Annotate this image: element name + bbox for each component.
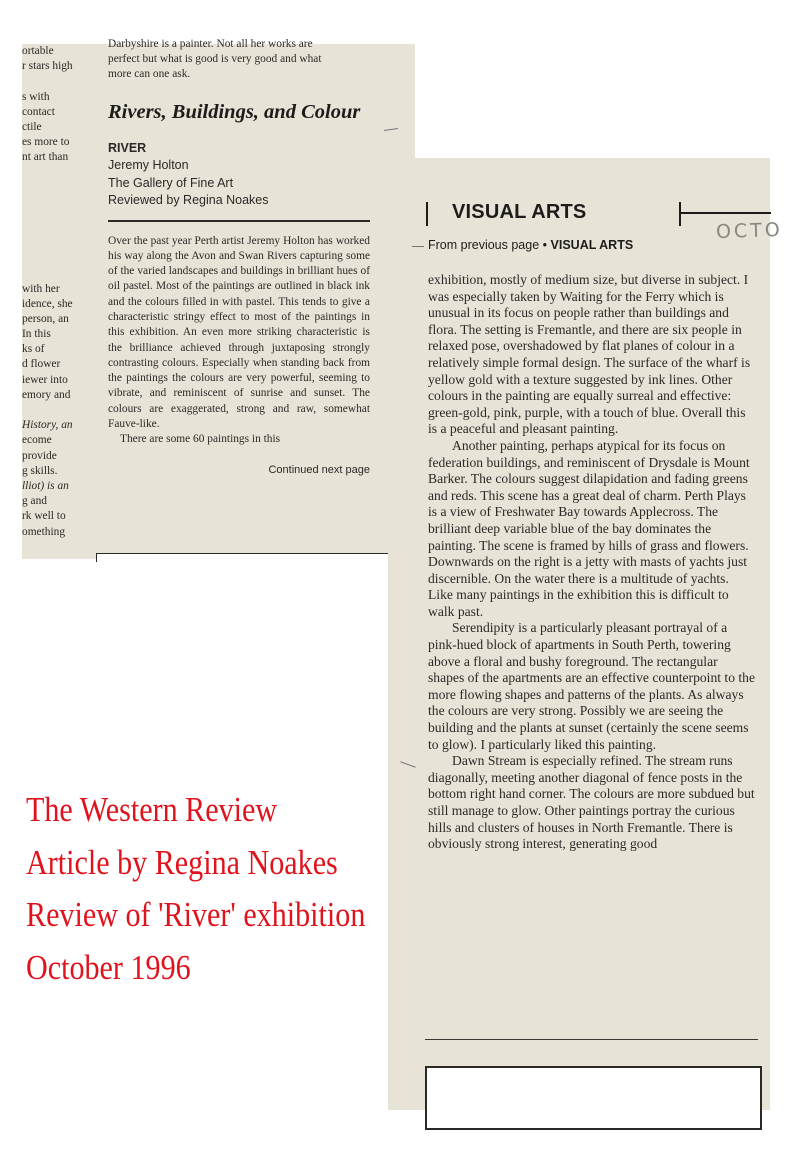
section-header (426, 201, 784, 244)
fragment-line: provide (22, 449, 57, 462)
pencil-mark (400, 761, 415, 767)
fragment-line: ks of (22, 343, 45, 356)
caption-publication: The Western Review (26, 790, 278, 829)
fragment-line: omething (22, 525, 66, 538)
fragment-line: ecome (22, 434, 52, 447)
left-fragment-column (22, 44, 86, 540)
bullet-separator: • (542, 238, 551, 252)
top-line: Darbyshire is a painter. Not all her works are (108, 38, 313, 50)
left-clipping (22, 38, 415, 559)
divider-rule (108, 220, 370, 222)
artist-name: Jeremy Holton (108, 158, 189, 172)
divider-rule (425, 1039, 758, 1040)
handwritten-caption (26, 784, 366, 994)
handwritten-date: OCTO (715, 218, 784, 244)
paragraph: Dawn Stream is especially refined. The stream runs diagonally, meeting another diagonal of fence posts in the bottom right hand corner. The colours are more subdued but still manage to glow. Other paintings portray the curious hills and clusters of houses in North Fremantle. There is obviously strong interest, generating good (428, 753, 755, 852)
exhibition-title: RIVER (108, 141, 147, 155)
pencil-mark (384, 128, 398, 131)
reviewer-credit: Reviewed by Regina Noakes (108, 193, 269, 207)
fragment-line: person, an (22, 312, 69, 325)
article-continuation (428, 272, 756, 853)
from-previous-page (428, 238, 633, 252)
fragment-line: s with (22, 90, 50, 103)
right-clipping (388, 158, 784, 1110)
fragment-line: History, an (22, 419, 73, 432)
fragment-line (22, 403, 86, 418)
fragment-line: es more to (22, 136, 70, 149)
fragment-line: lliot) is an (22, 479, 69, 492)
fragment-line: g and (22, 495, 47, 508)
fragment-line: iewer into (22, 373, 68, 386)
fragment-line: g skills. (22, 464, 58, 477)
from-previous-label: From previous page (428, 238, 540, 252)
fragment-line: contact (22, 105, 55, 118)
top-line: perfect but what is good is very good and what (108, 53, 322, 65)
caption-author: Article by Regina Noakes (26, 842, 338, 882)
top-line: more can one ask. (108, 68, 191, 80)
venue-name: The Gallery of Fine Art (108, 175, 234, 190)
fragment-line: with her (22, 282, 60, 295)
paragraph: Over the past year Perth artist Jeremy Holton has worked his way along the Avon and Swan Rivers capturing some of the varied landscapes and buildings in brilliant hues of oil pastel. Most of the paintings are outlined in black ink and the colours filled in with pastel. This tends to give a characteristic stringy effect to most of the paintings in this exhibition. An even more striking characteristic is the brilliance achieved through juxtaposing strongly contrasting colours. Especially when standing back from the paintings the colours are very powerful, seeming to vibrate, and reminiscent of sunrise and sunset. The colours are exaggerated, strong and raw, somewhat Fauve-like. (108, 234, 370, 431)
paragraph: There are some 60 paintings in this (120, 433, 281, 446)
pencil-mark (412, 246, 424, 247)
fragment-line: ctile (22, 120, 42, 133)
fragment-line: emory and (22, 388, 71, 401)
previous-article-ending (108, 37, 370, 82)
fragment-line: nt art than (22, 151, 69, 164)
continued-next-page: Continued next page (268, 463, 370, 476)
fragment-line: idence, she (22, 297, 73, 310)
paragraph: exhibition, mostly of medium size, but diverse in subject. I was especially taken by Waiting for the Ferry which is unusual in its focus on people rather than buildings and flora. The setting is Fremantle, and there are six people in relaxed pose, overshadowed by flat planes of colour in a relatively simple formal design. The surface of the wharf is yellow gold with a texture suggested by ink lines. Other colours in the painting are equally surreal and effective: green-gold, pink, purple, with a touch of blue. Overall this is a peaceful and pleasant painting. (428, 272, 751, 437)
caption-subject: Review of 'River' exhibition (26, 895, 366, 934)
next-article-box (96, 553, 398, 562)
header-bar (426, 202, 428, 226)
fragment-line (22, 74, 86, 89)
fragment-line: r stars high (22, 60, 73, 73)
header-line (681, 212, 771, 214)
paragraph: Serendipity is a particularly pleasant portrayal of a pink-hued block of apartments in South Perth, towering above a floral and bushy foreground. The rectangular shapes of the apartments are an effective counterpoint to the more flowing shapes and patterns of the plants. As always the colours are very strong. Possibly we are seeing the building and the plants at sunset (certainly the scene seems to glow). I particularly liked this painting. (428, 620, 755, 752)
paragraph: Another painting, perhaps atypical for its focus on federation buildings, and reminiscent of Drysdale is Mount Barker. The colours suggest dilapidation and fading greens and reds. This scene has a great deal of charm. Perth Plays is a view of Freshwater Bay towards Applecross. The brilliant deep variable blue of the bay dominates the painting. The scene is framed by hills of grass and flowers. Downwards on the right is a jetty with masts of yachts just discernible. On the water there is a multitude of yachts. Like many paintings in the exhibition this is difficult to walk past. (428, 437, 750, 619)
fragment-line: rk well to (22, 510, 66, 523)
from-previous-section: VISUAL ARTS (550, 238, 634, 252)
article-body (108, 234, 370, 448)
left-article (108, 38, 370, 476)
next-article-box (425, 1066, 762, 1130)
section-title: VISUAL ARTS (452, 201, 587, 223)
header-bar (679, 202, 681, 226)
fragment-line: ortable (22, 45, 54, 57)
fragment-gap (22, 166, 86, 282)
caption-date: October 1996 (26, 947, 191, 987)
fragment-line: In this (22, 328, 51, 341)
fragment-line: d flower (22, 358, 61, 371)
article-headline: Rivers, Buildings, and Colour (108, 101, 361, 123)
